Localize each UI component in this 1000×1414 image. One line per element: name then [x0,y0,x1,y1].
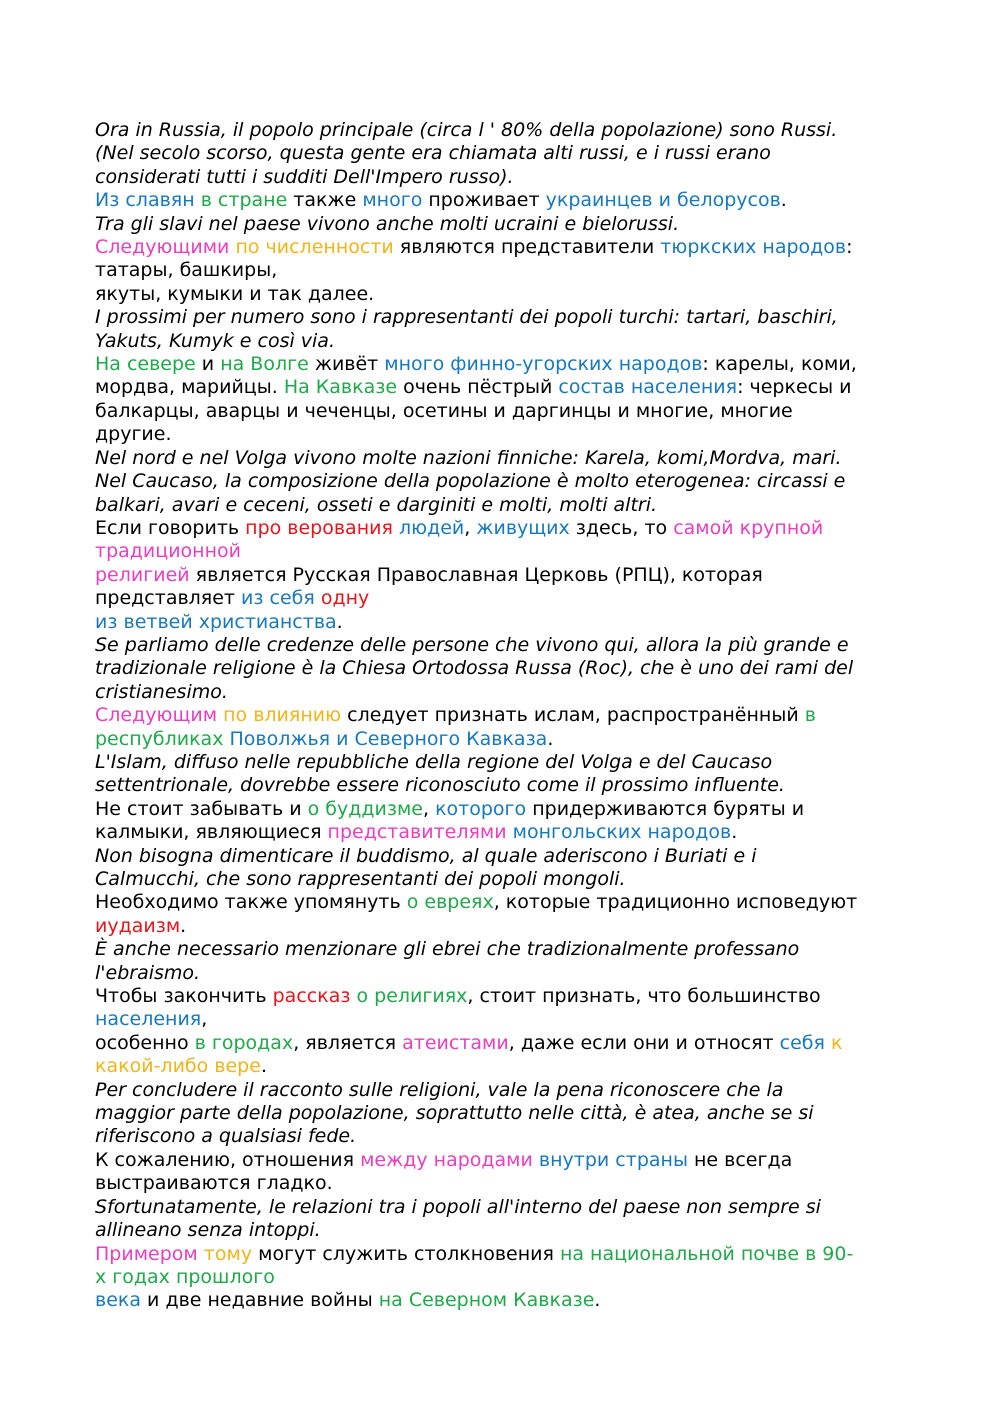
text-run: : карелы, коми, мордва, марийцы. [95,353,857,399]
highlighted-phrase: иудаизм [95,914,181,937]
text-run: является Русская Православная Церковь (РПЦ), которая представляет [95,563,763,610]
highlighted-phrase: много [362,189,423,212]
text-run: Если говорить [95,516,246,539]
text-run: К сожалению, отношения [95,1148,361,1171]
text-run: Sfortunatamente, le relazioni tra i popoli all'interno del paese non sempre si allineano senza intoppi. [95,1195,821,1242]
text-run: проживает [422,189,546,212]
text-run: могут служить столкновения [252,1242,560,1265]
text-run: живёт [308,353,385,376]
russian-paragraph [95,704,915,751]
text-run: , которые традиционно исповедуют [493,891,858,914]
text-run: и две недавние войны [141,1289,379,1312]
italian-translation-paragraph [95,119,915,189]
highlighted-phrase: Поволжья и Северного Кавказа [229,727,548,750]
text-run: Ora in Russia, il popolo principale (circa l ' 80% della popolazione) sono Russi. (Nel secolo scorso, questa gente era chiamata alti russi, e i russi erano considerati tutti i sudditi Dell'Impero russo). [95,119,838,188]
highlighted-phrase: тюркских народов [660,236,847,259]
highlighted-phrase: в республиках [95,704,816,750]
text-run: Nel nord e nel Volga vivono molte nazioni finniche: Karela, komi,Mordva, mari. Nel Caucaso, la composizione della popolazione è molto eterogenea: circassi e balkari, avari e ceceni, osseti e darginiti e molti, molti altri. [95,446,846,516]
text-run: придерживаются буряты и калмыки, являющиеся [95,797,805,844]
text-run: , даже если они и относят [508,1031,780,1054]
highlighted-phrase: на Северном Кавказе [378,1289,595,1312]
text-run: . [180,914,187,937]
highlighted-phrase: внутри страны [538,1148,688,1171]
highlighted-phrase: о евреях [406,891,494,914]
italian-translation-paragraph [95,634,915,704]
highlighted-phrase: о религиях [356,985,468,1008]
text-run: очень пёстрый [397,376,559,399]
italian-translation-paragraph [95,751,915,798]
text-run: . [780,189,787,212]
italian-translation-paragraph [95,306,915,353]
highlighted-phrase: живущих [476,516,570,539]
text-run: Per concludere il racconto sulle religioni, vale la pena riconoscere che la maggior parte della popolazione, soprattutto nelle città, è atea, anche se si riferiscono a qualsiasi fede. [95,1078,814,1148]
text-run: , стоит признать, что большинство [467,985,821,1008]
highlighted-phrase: самой крупной традиционной религией [95,516,824,586]
italian-translation-paragraph [95,447,915,517]
text-run: Необходимо также упомянуть [95,891,407,914]
text-run: Не стоит забывать и [95,797,308,820]
russian-paragraph [95,517,915,634]
text-run: не всегда выстраиваются гладко. [95,1148,793,1195]
highlighted-phrase: На Кавказе [283,376,398,399]
text-run: , является [293,1031,403,1054]
text-run: . [260,1055,267,1078]
highlighted-phrase: рассказ [272,985,351,1008]
highlighted-phrase: На севере [95,353,196,376]
highlighted-phrase: атеистами [402,1031,509,1054]
highlighted-phrase: в стране [200,189,288,212]
italian-translation-paragraph [95,1079,915,1149]
russian-paragraph [95,985,915,1079]
text-run: : татары, башкиры, якуты, кумыки и так далее. [95,236,853,305]
text-run: , [464,516,477,539]
highlighted-phrase: которого [435,797,527,820]
text-run: Tra gli slavi nel paese vivono anche molti ucraini e bielorussi. [95,212,680,235]
highlighted-phrase: тому [203,1242,253,1265]
highlighted-phrase: про верования [245,516,393,539]
russian-paragraph [95,891,915,938]
highlighted-phrase: века [95,1289,142,1312]
text-run: . [547,727,554,750]
highlighted-phrase: монгольских народов [512,821,732,844]
text-run: также [287,189,363,212]
highlighted-phrase: себя [779,1031,825,1054]
highlighted-phrase: населения [95,1008,202,1031]
highlighted-phrase: по влиянию [223,704,342,727]
russian-paragraph [95,189,915,212]
text-run: являются представители [393,236,661,259]
italian-translation-paragraph [95,938,915,985]
highlighted-phrase: Следующим [95,704,218,727]
text-run: I prossimi per numero sono i rappresentanti dei popoli turchi: tartari, baschiri, Yakuts, Kumyk e così via. [95,306,838,352]
text-run: и [195,353,221,376]
highlighted-phrase: Следующими [95,236,230,259]
highlighted-phrase: украинцев и белорусов [545,189,781,212]
text-run: . [594,1289,601,1312]
italian-translation-paragraph [95,213,915,236]
highlighted-phrase: из себя [241,587,315,610]
highlighted-phrase: много финно-угорских народов [384,353,703,376]
text-run: , особенно [95,1008,208,1054]
highlighted-phrase: состав населения [558,376,738,399]
highlighted-phrase: по численности [235,236,394,259]
russian-paragraph [95,236,915,306]
italian-translation-paragraph [95,1196,915,1243]
text-run: здесь, то [569,516,674,539]
highlighted-phrase: между народами [360,1148,533,1171]
highlighted-phrase: людей [398,516,465,539]
russian-paragraph [95,353,915,447]
highlighted-phrase: к какой-либо вере [95,1031,843,1078]
text-run: L'Islam, diffuso nelle repubbliche della regione del Volga e del Caucaso settentrionale, dovrebbe essere riconosciuto come il prossimo influente. [95,750,785,797]
highlighted-phrase: на национальной почве в 90- х годах прошлого [95,1242,854,1288]
russian-paragraph [95,798,915,845]
highlighted-phrase: представителями [327,821,507,844]
highlighted-phrase: в городах [194,1031,294,1054]
highlighted-phrase: из ветвей христианства [95,610,337,633]
text-run: следует признать ислам, распространённый [341,704,805,727]
text-run: . [336,610,343,633]
russian-paragraph [95,1243,915,1313]
highlighted-phrase: одну [320,587,370,610]
highlighted-phrase: о буддизме [307,797,423,820]
text-run: Non bisogna dimenticare il buddismo, al quale aderiscono i Buriati e i Calmucchi, che sono rappresentanti dei popoli mongoli. [95,844,757,890]
text-run: : черкесы и балкарцы, аварцы и чеченцы, осетины и даргинцы и многие, многие другие. [95,376,852,446]
highlighted-phrase: на Волге [220,353,309,376]
text-run: . [731,821,738,844]
text-run: Se parliamo delle credenze delle persone che vivono qui, allora la più grande e tradizionale religione è la Chiesa Ortodossa Russa (Roc), che è uno dei rami del cristianesimo. [95,633,854,703]
italian-translation-paragraph [95,845,915,892]
text-run: Чтобы закончить [95,985,273,1008]
document-body [95,119,915,1313]
highlighted-phrase: Примером [95,1242,198,1265]
russian-paragraph [95,1149,915,1196]
text-run: , [422,797,436,820]
highlighted-phrase: Из славян [95,189,195,212]
text-run: È anche necessario menzionare gli ebrei che tradizionalmente professano l'ebraismo. [95,938,800,984]
